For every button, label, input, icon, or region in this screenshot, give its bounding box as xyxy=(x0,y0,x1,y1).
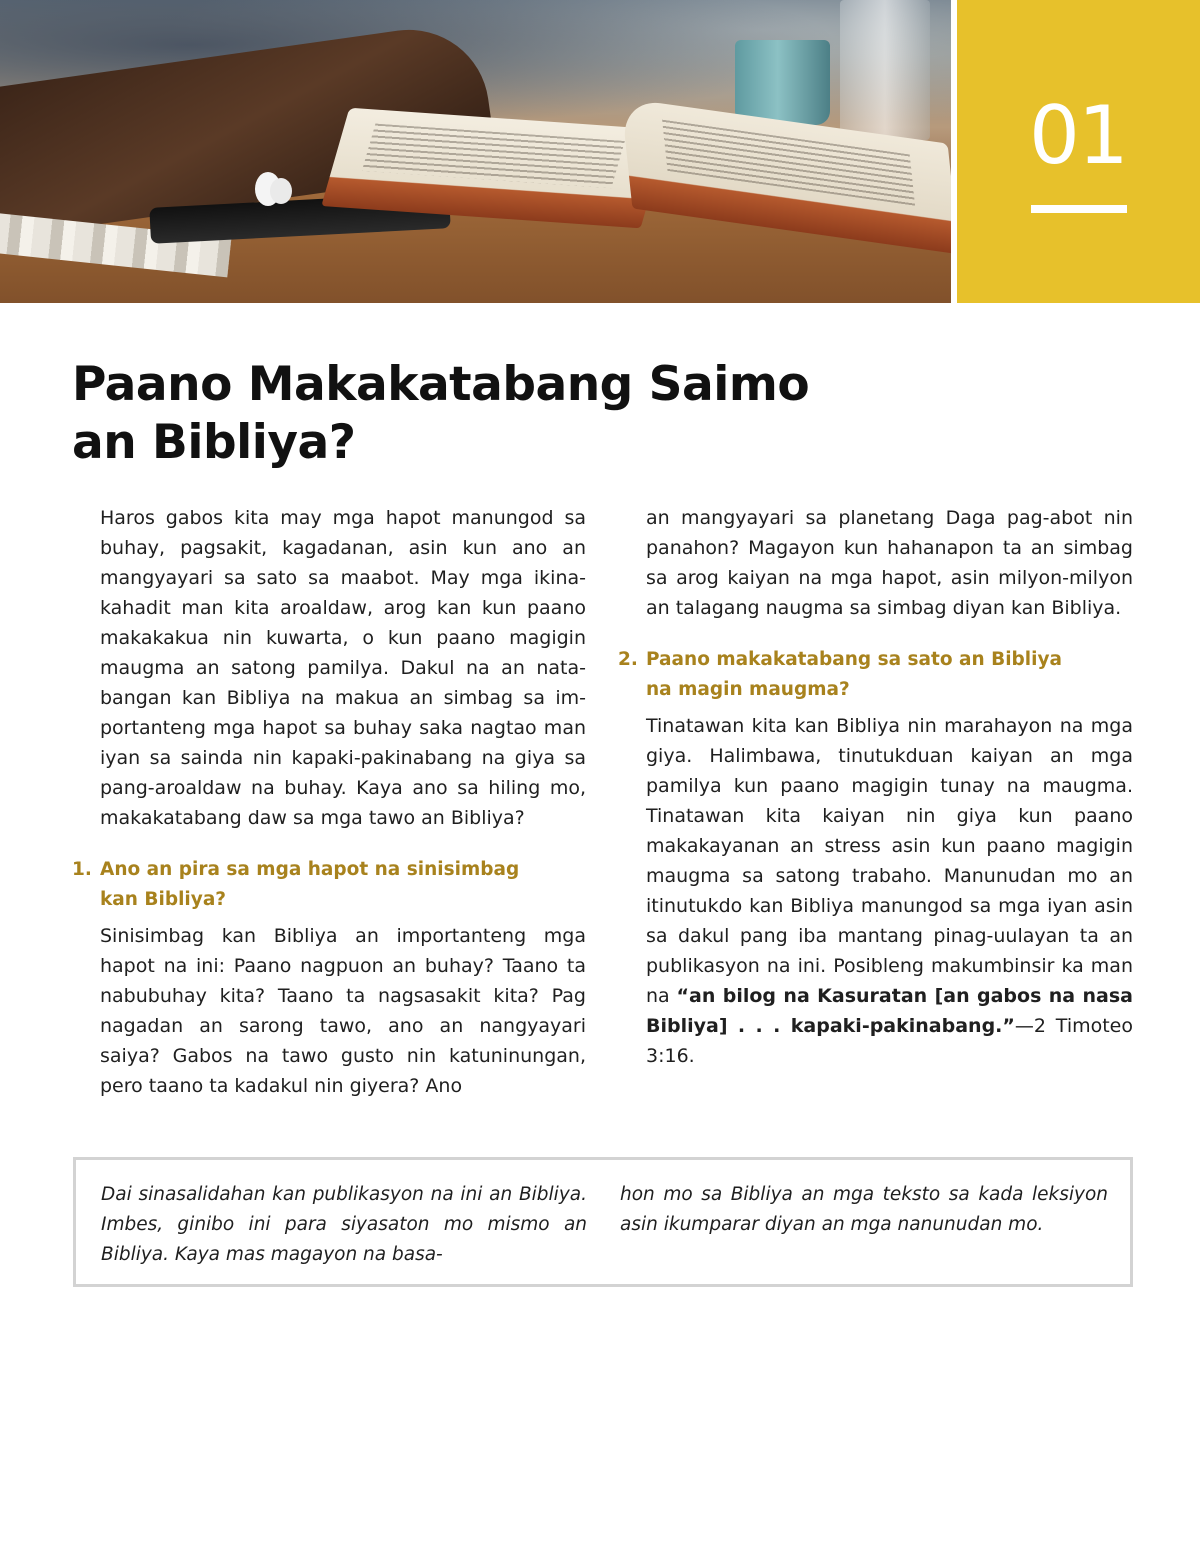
header-photo xyxy=(0,0,951,303)
question-2 xyxy=(618,645,1133,705)
answer-1-continued: an mangyayari sa planetang Daga pag-abot nin panahon? Magayon kun hahanapon ta an simbag sa arog kaiyan na mga hapot, asin milyon-milyon an talagang naugma sa simbag diyan kan Bibliya. xyxy=(646,507,1133,619)
note-text-right: hon mo sa Bibliya an mga teksto sa kada leksiyon asin ikumparar diyan an mga nanunudan mo. xyxy=(620,1184,1108,1235)
question-text: kan Bibliya? xyxy=(100,889,227,910)
photo-earbud xyxy=(270,178,292,204)
body-column-right xyxy=(618,503,1133,1071)
note-text-left: Dai sinasalidahan kan publikasyon na ini an Bibliya. Imbes, ginibo ini para siyasaton mo mismo an Bibliya. Kaya mas magayon na basa- xyxy=(101,1184,587,1265)
lesson-number-block xyxy=(957,0,1200,303)
question-text: Ano an pira sa mga hapot na sinisimbag xyxy=(100,859,520,880)
scripture-citation: —2 Timoteo 3:16. xyxy=(646,1015,1133,1067)
photo-teal-mug xyxy=(735,40,830,125)
page-title-line: Paano Makakatabang Saimo xyxy=(72,357,810,412)
question-text: Paano makakatabang sa sato an Bibliya xyxy=(646,649,1063,670)
intro-paragraph: Haros gabos kita may mga hapot manungod sa buhay, pagsakit, kagadanan, asin kun ano an mangyayari sa sato sa maabot. May mga ikinakahadit man kita aroaldaw, arog kan kun paano makakakua nin kuwarta, o kun paano magigin maugma an satong pamilya. Dakul na an natabangan kan Bibliya na makua an simbag sa importanteng mga hapot sa buhay saka nagtao man iyan sa sainda nin kapaki-pakinabang na giya sa pang-aroaldaw na buhay. Kaya ano sa hiling mo, makakatabang daw sa mga tawo an Bibliya? xyxy=(100,507,586,829)
lesson-number-underline xyxy=(1031,205,1127,213)
answer-1-paragraph: Sinisimbag kan Bibliya an importanteng mga hapot na ini: Paano nagpuon an buhay? Taano ta nabubuhay kita? Taano ta nagsasakit kita? Pag nagadan an sarong tawo, ano an nangyayari saiya? Gabos na tawo gusto nin katuninungan, pero taano ta kadakul nin giyera? Ano xyxy=(100,925,586,1097)
body-column-left xyxy=(72,503,586,1101)
page-title-line: an Bibliya? xyxy=(72,415,356,470)
question-number: 1. xyxy=(72,859,92,880)
note-box xyxy=(73,1157,1133,1287)
question-1 xyxy=(72,855,586,915)
answer-2-paragraph xyxy=(646,711,1133,1071)
photo-drinking-glass xyxy=(840,0,930,140)
scripture-quote: “an bilog na Kasuratan [an gabos na nasa Bibliya] . . . kapaki-pakinabang.” xyxy=(646,985,1133,1037)
page-title xyxy=(72,356,852,472)
answer-2-text: Tinatawan kita kan Bibliya nin marahayon na mga giya. Halimbawa, tinutukduan kaiyan an mga pamilya kun paano magigin tunay na maugma. Tinatawan kita kaiyan nin giya kun paano makakayanan an stress asin kun paano magigin maugma sa satong trabaho. Manunudan mo an itinutukdo kan Bibliya manungod sa mga iyan asin sa dakul pang iba mantang pinag-uulayan ta an publikasyon na ini. Posibleng makumbinsir ka man na xyxy=(646,715,1133,1007)
question-number: 2. xyxy=(618,649,638,670)
question-text: na magin maugma? xyxy=(646,679,850,700)
lesson-number: 01 xyxy=(1029,89,1127,182)
